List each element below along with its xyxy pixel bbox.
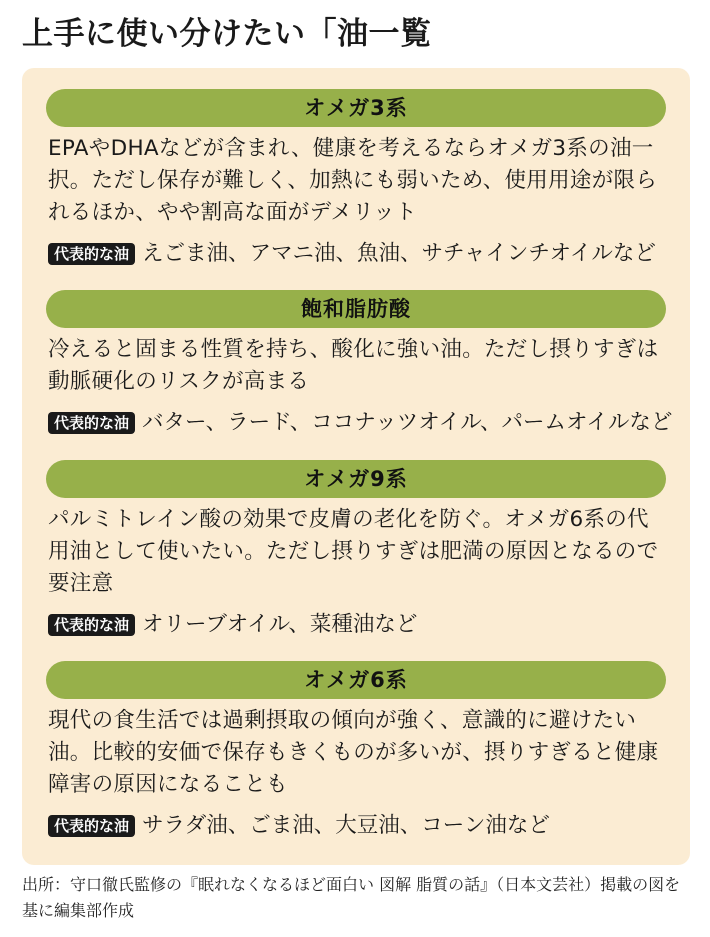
section-description: パルミトレイン酸の効果で皮膚の老化を防ぐ。オメガ6系の代用油として使いたい。ただし摂りすぎは肥満の原因となるので要注意 — [48, 507, 659, 596]
representative-oil-tag: 代表的な油 — [48, 815, 135, 837]
source-note: 出所：守口徹氏監修の『眠れなくなるほど面白い 図解 脂質の話』（日本文芸社）掲載の図を基に編集部作成 — [22, 875, 681, 920]
section-examples-row — [46, 610, 666, 640]
representative-oil-tag: 代表的な油 — [48, 243, 135, 265]
section-heading: オメガ3系 — [46, 89, 666, 127]
section-heading: オメガ9系 — [46, 460, 666, 498]
oil-list-panel — [22, 68, 690, 865]
section-examples-row — [46, 239, 666, 269]
section-examples: えごま油、アマニ油、魚油、サチャインチオイルなど — [142, 241, 656, 266]
section-saturated-fat — [46, 290, 673, 438]
representative-oil-tag: 代表的な油 — [48, 412, 135, 434]
page-title: 上手に使い分けたい「油一覧 — [22, 16, 432, 52]
section-examples: サラダ油、ごま油、大豆油、コーン油など — [142, 813, 550, 838]
section-omega3 — [46, 89, 666, 269]
section-examples: バター、ラード、ココナッツオイル、パームオイルなど — [142, 410, 673, 435]
section-examples-row — [46, 811, 666, 841]
section-examples: オリーブオイル、菜種油など — [142, 612, 418, 637]
section-heading: 飽和脂肪酸 — [46, 290, 666, 328]
section-description: EPAやDHAなどが含まれ、健康を考えるならオメガ3系の油一択。ただし保存が難しく、加熱にも弱いため、使用用途が限られるほか、やや割高な面がデメリット — [48, 136, 658, 225]
section-description: 現代の食生活では過剰摂取の傾向が強く、意識的に避けたい油。比較的安価で保存もきくものが多いが、摂りすぎると健康障害の原因になることも — [48, 708, 659, 797]
representative-oil-tag: 代表的な油 — [48, 614, 135, 636]
section-omega9 — [46, 460, 666, 640]
section-examples-row — [46, 408, 673, 438]
section-description: 冷えると固まる性質を持ち、酸化に強い油。ただし摂りすぎは動脈硬化のリスクが高まる — [48, 337, 659, 394]
section-omega6 — [46, 661, 666, 841]
section-heading: オメガ6系 — [46, 661, 666, 699]
